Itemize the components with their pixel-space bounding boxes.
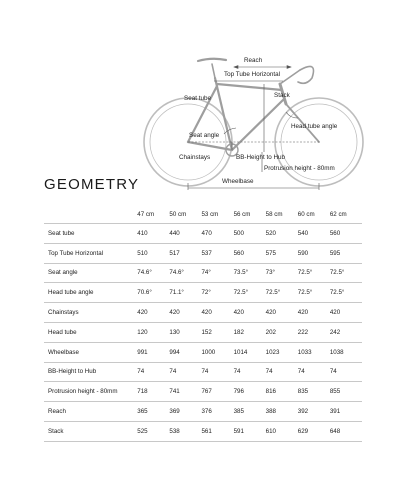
table-cell: 510 [137,243,169,263]
table-row [44,322,362,342]
table-cell: 376 [201,402,233,422]
table-cell: 74 [266,362,298,382]
row-label: Top Tube Horizontal [44,243,137,263]
label-seat-tube: Seat tube [184,95,211,102]
table-cell: 610 [266,421,298,441]
table-cell: 538 [169,421,201,441]
table-cell: 517 [169,243,201,263]
row-label: BB-Height to Hub [44,362,137,382]
table-cell: 575 [266,243,298,263]
table-cell: 130 [169,322,201,342]
table-cell: 420 [201,303,233,323]
size-header: 62 cm [329,210,347,218]
table-cell: 560 [330,224,362,244]
table-row [44,402,362,422]
label-wheelbase: Wheelbase [222,178,254,185]
table-cell: 120 [137,322,169,342]
table-cell: 648 [330,421,362,441]
table-cell: 520 [266,224,298,244]
table-cell: 74.6° [137,263,169,283]
table-cell: 741 [169,382,201,402]
table-cell: 410 [137,224,169,244]
table-cell: 561 [201,421,233,441]
size-header: 56 cm [233,210,251,218]
size-header: 60 cm [297,210,315,218]
table-cell: 385 [234,402,266,422]
table-cell: 74 [330,362,362,382]
label-seat-angle: Seat angle [189,132,220,139]
table-cell: 1023 [266,342,298,362]
table-row [44,421,362,441]
table-row [44,283,362,303]
size-header: 47 cm [137,210,155,218]
header-corner [44,205,137,224]
table-cell: 369 [169,402,201,422]
table-cell: 718 [137,382,169,402]
table-cell: 71.1° [169,283,201,303]
row-label: Head tube [44,322,137,342]
row-label: Reach [44,402,137,422]
table-cell: 540 [298,224,330,244]
table-cell: 72.5° [298,283,330,303]
table-cell: 392 [298,402,330,422]
table-cell: 74.6° [169,263,201,283]
table-cell: 991 [137,342,169,362]
table-cell: 1033 [298,342,330,362]
table-cell: 420 [234,303,266,323]
row-label: Seat angle [44,263,137,283]
table-cell: 525 [137,421,169,441]
table-cell: 500 [234,224,266,244]
row-label: Protrusion height - 80mm [44,382,137,402]
table-cell: 537 [201,243,233,263]
table-cell: 420 [298,303,330,323]
table-cell: 560 [234,243,266,263]
table-cell: 391 [330,402,362,422]
table-row [44,303,362,323]
row-label: Head tube angle [44,283,137,303]
table-cell: 994 [169,342,201,362]
table-cell: 74 [201,362,233,382]
table-cell: 590 [298,243,330,263]
table-cell: 420 [266,303,298,323]
table-cell: 1038 [330,342,362,362]
table-cell: 440 [169,224,201,244]
table-cell: 74° [201,263,233,283]
size-header: 50 cm [169,210,187,218]
row-label: Seat tube [44,224,137,244]
table-cell: 72° [201,283,233,303]
label-protrusion: Protrusion height - 80mm [264,165,335,172]
table-cell: 470 [201,224,233,244]
table-row [44,243,362,263]
table-cell: 74 [169,362,201,382]
table-cell: 420 [169,303,201,323]
size-header: 53 cm [201,210,219,218]
row-label: Stack [44,421,137,441]
table-cell: 816 [266,382,298,402]
table-cell: 855 [330,382,362,402]
table-cell: 72.5° [330,283,362,303]
table-cell: 222 [298,322,330,342]
table-cell: 182 [234,322,266,342]
table-cell: 595 [330,243,362,263]
table-cell: 242 [330,322,362,342]
table-cell: 796 [234,382,266,402]
table-cell: 420 [137,303,169,323]
table-row [44,382,362,402]
table-cell: 73° [266,263,298,283]
table-row [44,362,362,382]
table-cell: 70.6° [137,283,169,303]
table-cell: 74 [234,362,266,382]
table-cell: 72.5° [298,263,330,283]
table-cell: 202 [266,322,298,342]
table-cell: 629 [298,421,330,441]
table-cell: 835 [298,382,330,402]
table-cell: 1000 [201,342,233,362]
label-reach: Reach [244,57,263,64]
row-label: Chainstays [44,303,137,323]
table-cell: 365 [137,402,169,422]
label-top-tube-horizontal: Top Tube Horizontal [224,71,281,78]
table-cell: 72.5° [234,283,266,303]
table-cell: 420 [330,303,362,323]
table-cell: 1014 [234,342,266,362]
table-cell: 767 [201,382,233,402]
table-cell: 72.5° [330,263,362,283]
table-row [44,342,362,362]
geometry-table [44,205,362,442]
table-header-row [44,205,362,224]
table-row [44,224,362,244]
size-header: 58 cm [265,210,283,218]
geometry-diagram [0,0,400,190]
row-label: Wheelbase [44,342,137,362]
label-stack: Stack [274,92,290,99]
table-cell: 74 [298,362,330,382]
page-title: GEOMETRY [44,176,140,193]
table-cell: 73.5° [234,263,266,283]
table-cell: 591 [234,421,266,441]
top-tube-line [217,84,282,90]
table-cell: 388 [266,402,298,422]
label-bb-height: BB-Height to Hub [236,154,286,161]
table-cell: 152 [201,322,233,342]
table-cell: 72.5° [266,283,298,303]
table-row [44,263,362,283]
table-cell: 74 [137,362,169,382]
label-head-tube-angle: Head tube angle [291,123,338,130]
label-chainstays: Chainstays [179,154,211,161]
